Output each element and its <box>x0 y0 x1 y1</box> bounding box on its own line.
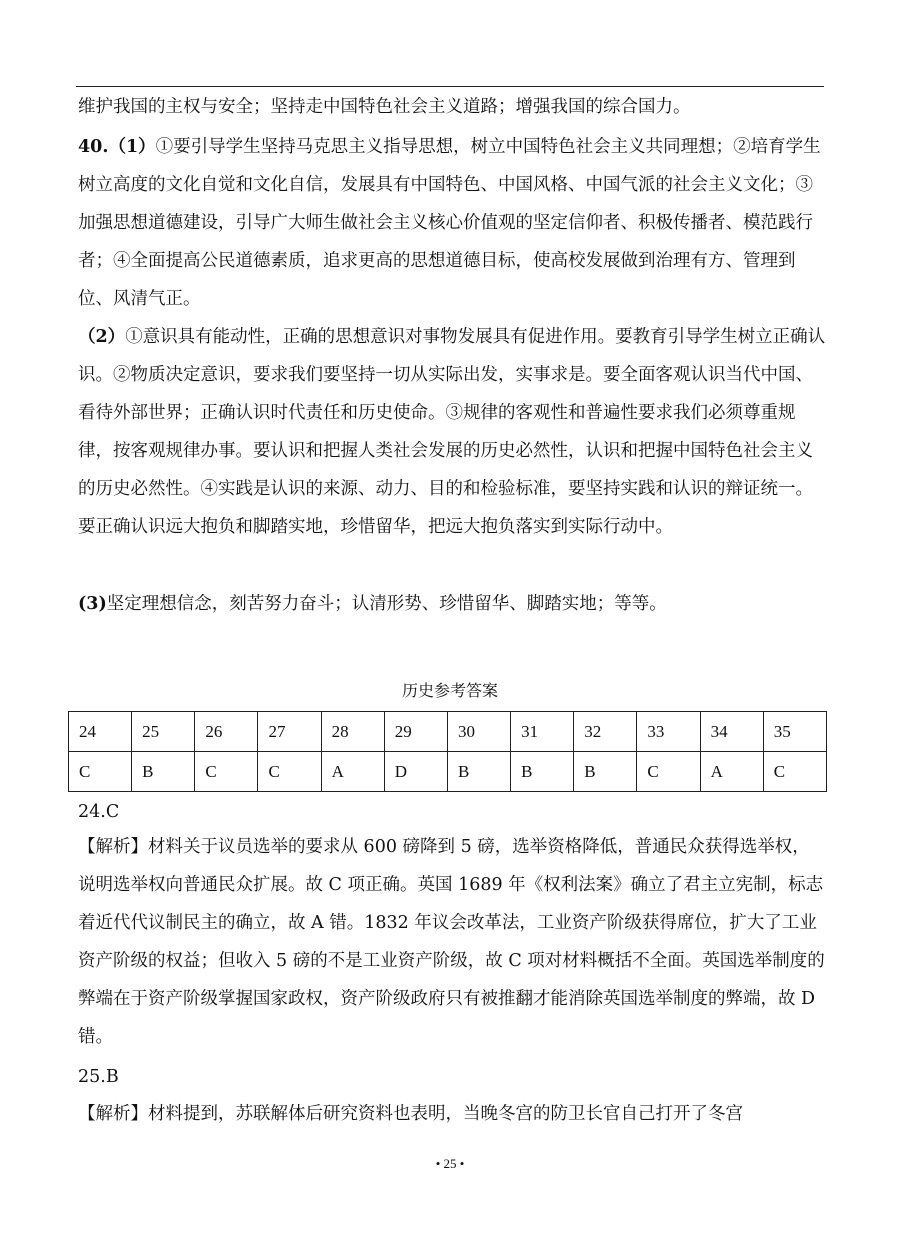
answer-cell: C <box>258 752 321 792</box>
q24-heading: 24.C <box>78 802 120 822</box>
answer-cell: A <box>700 752 763 792</box>
question-number-row <box>69 712 827 752</box>
q40-1-text: ①要引导学生坚持马克思主义指导思想，树立中国特色社会主义共同理想；②培育学生树立高度的文化自觉和文化自信，发展具有中国特色、中国风格、中国气派的社会主义文化；③加强思想道德建设，引导广大师生做社会主义核心价值观的坚定信仰者、积极传播者、模范践行者；④全面提高公民道德素质，追求更高的思想道德目标，使高校发展做到治理有方、管理到位、风清气正。 <box>78 137 821 309</box>
header-rule <box>76 86 824 87</box>
q40-part1 <box>78 128 826 318</box>
answer-cell: C <box>763 752 826 792</box>
q40-part3 <box>78 585 826 623</box>
answer-table <box>68 711 827 792</box>
question-number-cell: 31 <box>511 712 574 752</box>
answer-cell: B <box>132 752 195 792</box>
q40-3-label: (3) <box>78 594 107 614</box>
q40-part2 <box>78 318 826 546</box>
answer-cell: A <box>321 752 384 792</box>
question-number-cell: 30 <box>447 712 510 752</box>
question-number-cell: 29 <box>384 712 447 752</box>
question-number-cell: 24 <box>69 712 132 752</box>
answer-cell: C <box>69 752 132 792</box>
q25-heading: 25.B <box>78 1067 119 1087</box>
answer-cell: D <box>384 752 447 792</box>
answer-cell: B <box>447 752 510 792</box>
question-number-cell: 35 <box>763 712 826 752</box>
q40-1-label: （1） <box>108 137 156 157</box>
history-answer-title: 历史参考答案 <box>401 681 498 700</box>
q40-label: 40. <box>78 137 109 157</box>
page-number: • 25 • <box>435 1156 465 1171</box>
answer-cell: C <box>637 752 700 792</box>
q24-analysis: 【解析】材料关于议员选举的要求从 600 磅降到 5 磅，选举资格降低，普通民众获得选举权，说明选举权向普通民众扩展。故 C 项正确。英国 1689 年《权利法案》确立了君主立宪制，标志着近代代议制民主的确立，故 A 错。1832 年议会改革法，工业资产阶级获得席位，扩大了工业资产阶级的权益；但收入 5 磅的不是工业资产阶级，故 C 项对材料概括不全面。英国选举制度的弊端在于资产阶级掌握国家政权，资产阶级政府只有被推翻才能消除英国选举制度的弊端，故 D 错。 <box>78 837 825 1047</box>
answer-cell: B <box>511 752 574 792</box>
question-number-cell: 34 <box>700 712 763 752</box>
question-number-cell: 33 <box>637 712 700 752</box>
question-number-cell: 25 <box>132 712 195 752</box>
question-number-cell: 26 <box>195 712 258 752</box>
answer-cell: B <box>574 752 637 792</box>
q25-analysis: 【解析】材料提到，苏联解体后研究资料也表明，当晚冬宫的防卫长官自己打开了冬宫 <box>78 1104 743 1124</box>
question-number-cell: 27 <box>258 712 321 752</box>
question-number-cell: 28 <box>321 712 384 752</box>
answer-cell: C <box>195 752 258 792</box>
answer-row <box>69 752 827 792</box>
q40-2-text: ①意识具有能动性，正确的思想意识对事物发展具有促进作用。要教育引导学生树立正确认识。②物质决定意识，要求我们要坚持一切从实际出发，实事求是。要全面客观认识当代中国、看待外部世界；正确认识时代责任和历史使命。③规律的客观性和普遍性要求我们必须尊重规律，按客观规律办事。要认识和把握人类社会发展的历史必然性，认识和把握中国特色社会主义的历史必然性。④实践是认识的来源、动力、目的和检验标准，要坚持实践和认识的辩证统一。要正确认识远大抱负和脚踏实地，珍惜留华，把远大抱负落实到实际行动中。 <box>78 327 826 537</box>
q40-3-text: 坚定理想信念，刻苦努力奋斗；认清形势、珍惜留华、脚踏实地；等等。 <box>106 594 667 614</box>
question-number-cell: 32 <box>574 712 637 752</box>
politics-continuation: 维护我国的主权与安全；坚持走中国特色社会主义道路；增强我国的综合国力。 <box>78 97 691 117</box>
q40-2-label: （2） <box>78 327 126 347</box>
